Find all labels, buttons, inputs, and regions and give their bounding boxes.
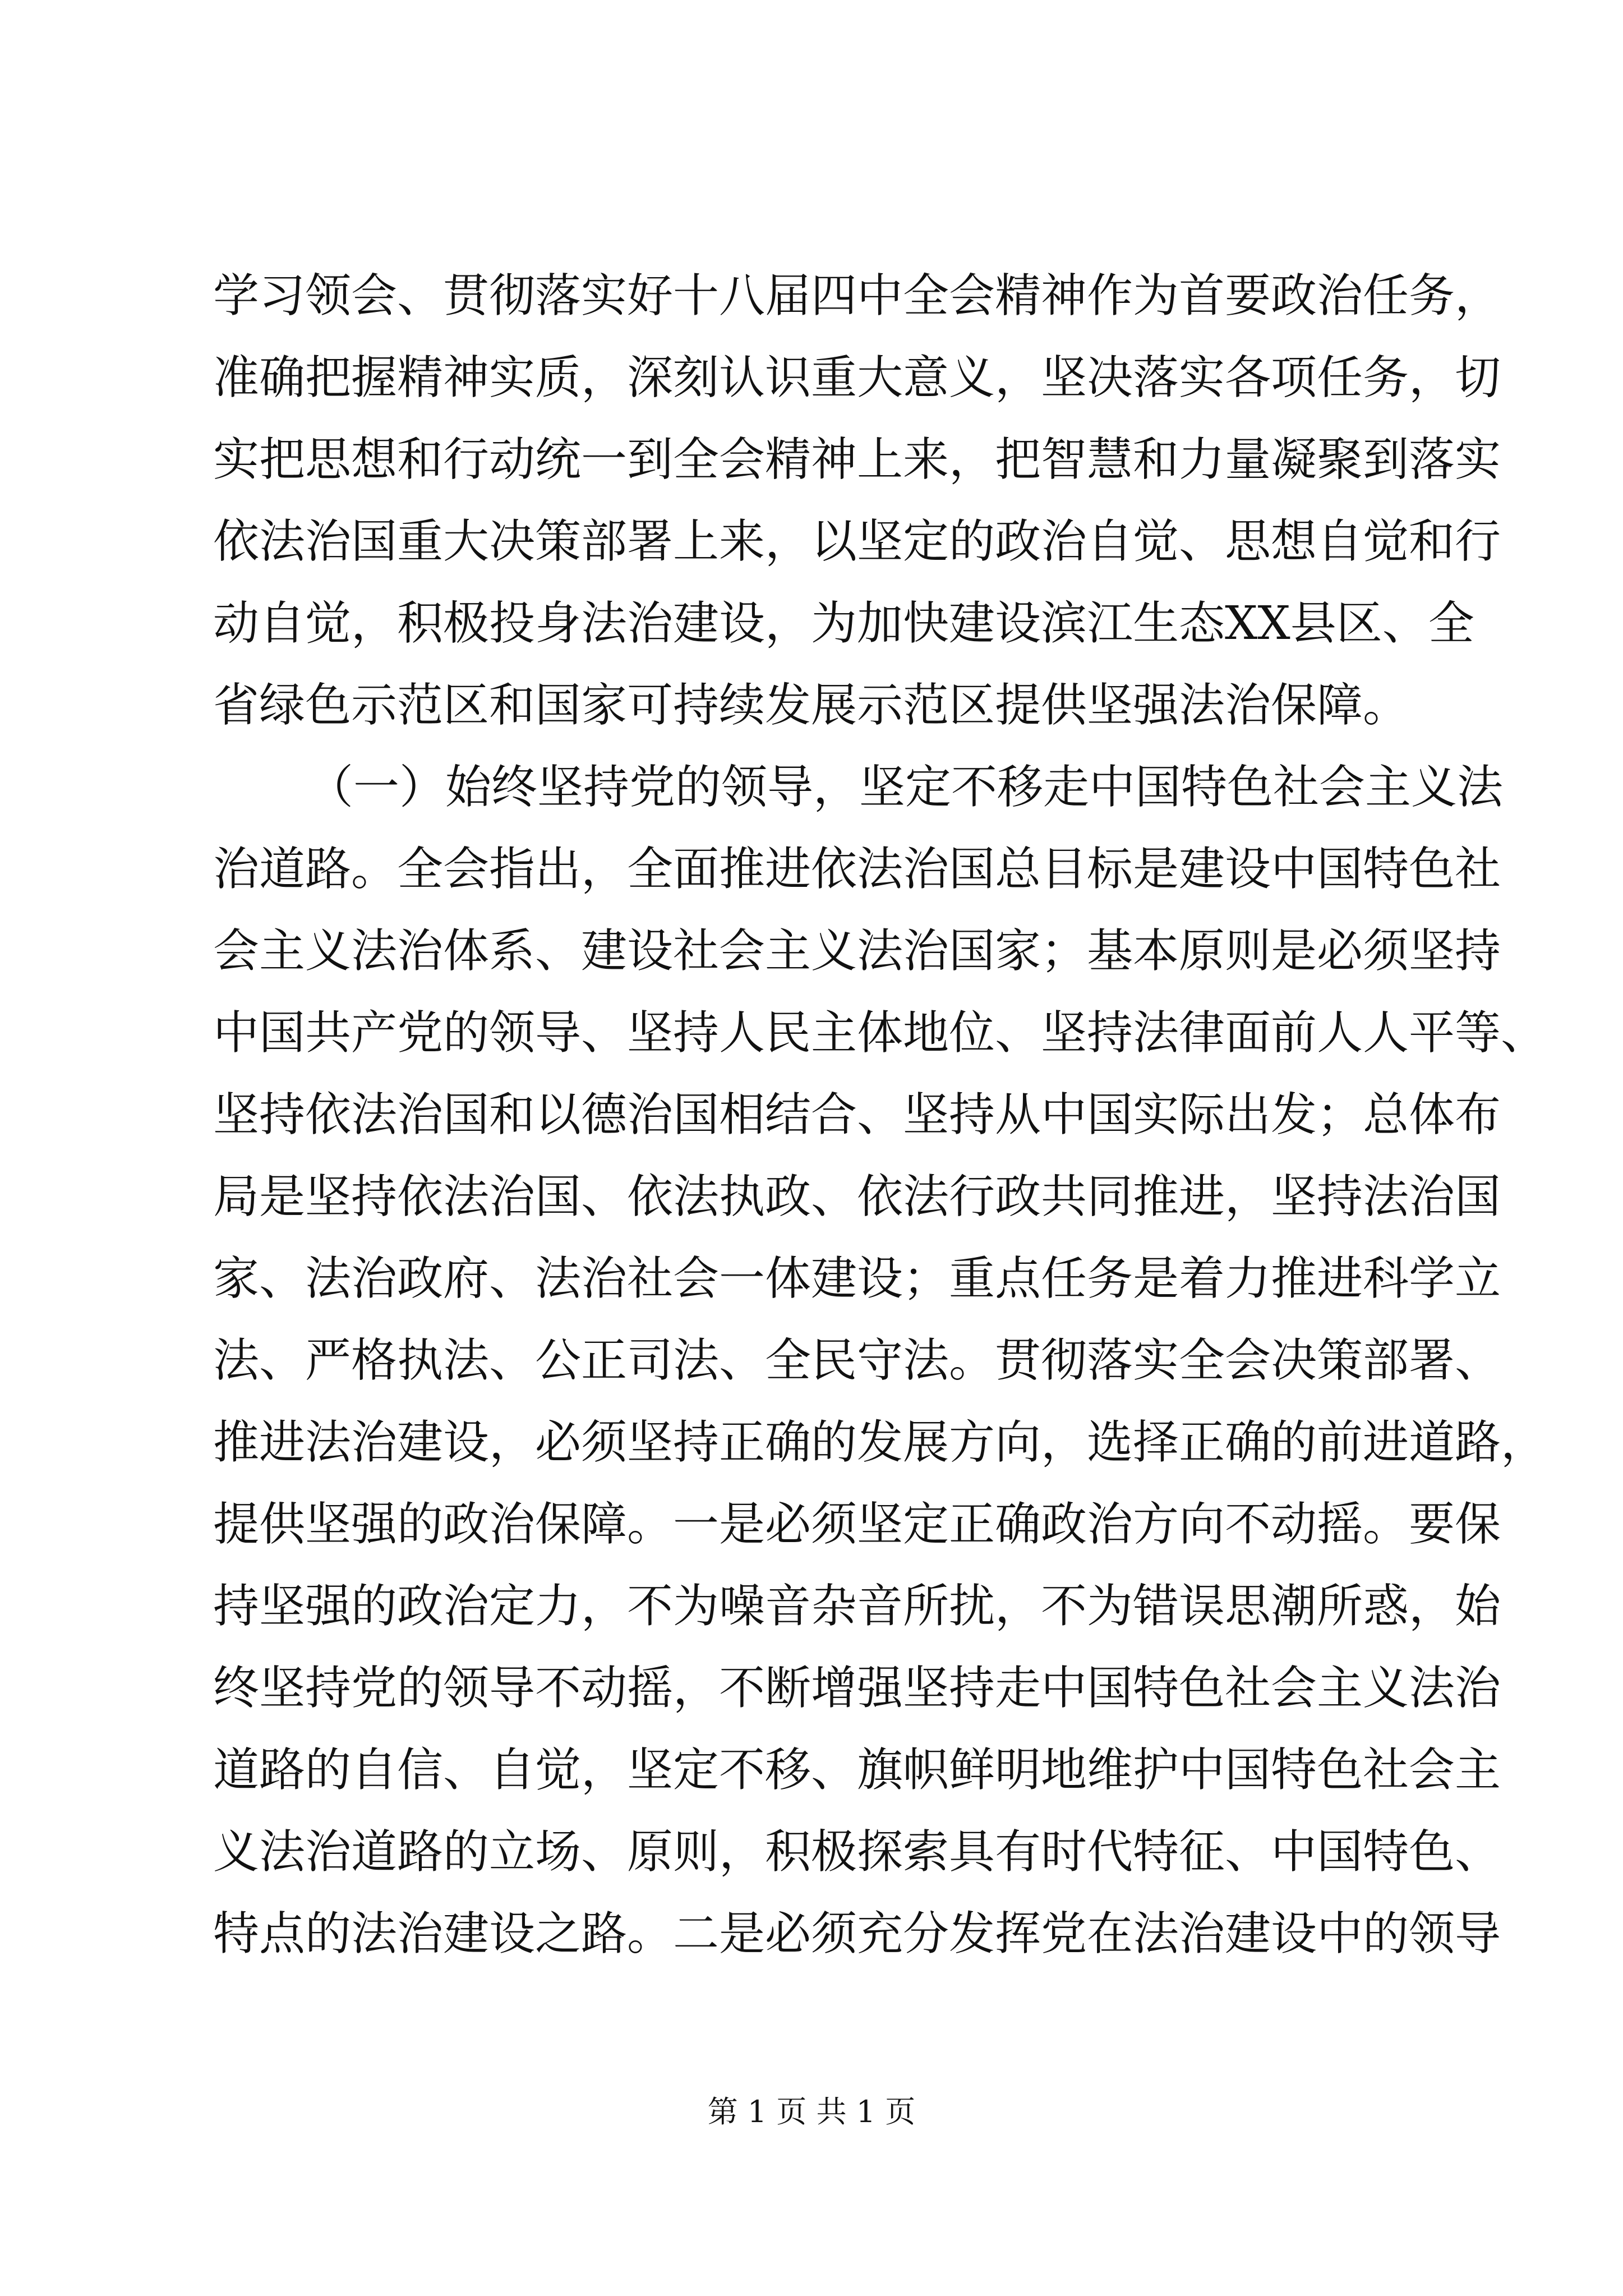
- section-heading-line: （一）始终坚持党的领导，坚定不移走中国特色社会主义法: [307, 761, 1504, 814]
- text-line: 治道路。全会指出，全面推进依法治国总目标是建设中国特色社: [213, 843, 1501, 896]
- text-line: 持坚强的政治定力，不为噪音杂音所扰，不为错误思潮所惑，始: [213, 1580, 1501, 1633]
- text-line: 推进法治建设，必须坚持正确的发展方向，选择正确的前进道路，: [213, 1416, 1547, 1469]
- text-line: 道路的自信、自觉，坚定不移、旗帜鲜明地维护中国特色社会主: [213, 1743, 1501, 1797]
- body-text: [213, 255, 1547, 1975]
- text-line: 动自觉，积极投身法治建设，为加快建设滨江生态XX县区、全: [213, 597, 1474, 650]
- text-line: 依法治国重大决策部署上来，以坚定的政治自觉、思想自觉和行: [213, 515, 1501, 568]
- text-line: 实把思想和行动统一到全会精神上来，把智慧和力量凝聚到落实: [213, 433, 1501, 486]
- text-line: 学习领会、贯彻落实好十八届四中全会精神作为首要政治任务，: [213, 269, 1501, 323]
- page-footer: [0, 2090, 1623, 2134]
- text-line: 准确把握精神实质，深刻认识重大意义，坚决落实各项任务，切: [213, 351, 1501, 404]
- text-line: 特点的法治建设之路。二是必须充分发挥党在法治建设中的领导: [213, 1907, 1501, 1961]
- text-line: 家、法治政府、法治社会一体建设；重点任务是着力推进科学立: [213, 1252, 1501, 1305]
- text-line: 坚持依法治国和以德治国相结合、坚持从中国实际出发；总体布: [213, 1088, 1501, 1142]
- text-line: 提供坚强的政治保障。一是必须坚定正确政治方向不动摇。要保: [213, 1498, 1501, 1551]
- text-line: 中国共产党的领导、坚持人民主体地位、坚持法律面前人人平等、: [213, 1006, 1547, 1060]
- text-line: 义法治道路的立场、原则，积极探索具有时代特征、中国特色、: [213, 1825, 1501, 1879]
- text-line: 省绿色示范区和国家可持续发展示范区提供坚强法治保障。: [213, 679, 1409, 732]
- text-line: 终坚持党的领导不动摇，不断增强坚持走中国特色社会主义法治: [213, 1662, 1501, 1715]
- text-line: 会主义法治体系、建设社会主义法治国家；基本原则是必须坚持: [213, 924, 1501, 978]
- text-line: 法、严格执法、公正司法、全民守法。贯彻落实全会决策部署、: [213, 1334, 1501, 1387]
- page-number-label: 第 1 页 共 1 页: [707, 2094, 916, 2129]
- text-line: 局是坚持依法治国、依法执政、依法行政共同推进，坚持法治国: [213, 1170, 1501, 1223]
